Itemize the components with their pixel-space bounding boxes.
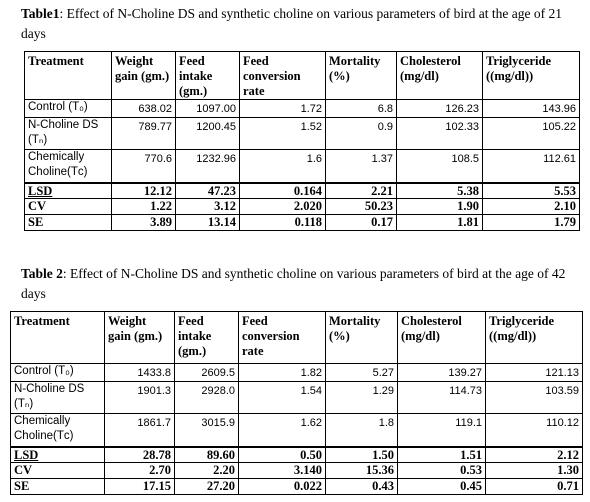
cell: 1.72 [240,100,326,118]
stat-label: SE [11,479,105,495]
row-label: Control (T₀) [25,100,112,118]
cell: 2.020 [240,199,326,215]
cell: 1.50 [326,447,398,463]
cell: 1901.3 [105,382,175,414]
cell: 1.29 [326,382,398,414]
cell: 1.30 [486,463,583,479]
cell: 638.02 [112,100,176,118]
cell: 27.20 [175,479,239,495]
cell: 770.6 [112,150,176,183]
cell: 2.12 [486,447,583,463]
table2-header-triglyceride: Triglyceride ((mg/dl)) [486,312,583,364]
cell: 0.9 [326,118,397,150]
table1 [24,51,580,231]
cell: 3015.9 [175,414,239,447]
cell: 143.96 [483,100,580,118]
cell: 1.8 [326,414,398,447]
stat-label: LSD [11,447,105,463]
cell: 1.37 [326,150,397,183]
cell: 17.15 [105,479,175,495]
cell: 1.79 [483,215,580,231]
table1-header-triglyceride: Triglyceride ((mg/dl)) [483,52,580,100]
table2-header-row [11,312,583,364]
cell: 2.70 [105,463,175,479]
cell: 0.022 [239,479,326,495]
cell: 13.14 [176,215,240,231]
cell: 102.33 [397,118,483,150]
table2-caption-text: : Effect of N-Choline DS and synthetic choline on various parameters of bird at the age of 42 days [21,266,566,301]
table2-caption [21,264,581,304]
cell: 2.20 [175,463,239,479]
cell: 1.82 [239,364,326,382]
table2-header-cholesterol: Cholesterol (mg/dl) [398,312,486,364]
table-row [25,118,580,150]
cell: 2.10 [483,199,580,215]
row-label: Chemically Choline(Tᴄ) [11,414,105,447]
cell: 5.27 [326,364,398,382]
table-row [25,150,580,183]
cell: 0.50 [239,447,326,463]
table2-header-weight-gain: Weight gain (gm.) [105,312,175,364]
table-row [11,463,583,479]
table-row [25,183,580,199]
cell: 28.78 [105,447,175,463]
cell: 1.62 [239,414,326,447]
cell: 3.140 [239,463,326,479]
cell: 121.13 [486,364,583,382]
table1-header-mortality: Mortality (%) [326,52,397,100]
cell: 114.73 [398,382,486,414]
table1-caption-label: Table1 [21,6,60,21]
cell: 1.6 [240,150,326,183]
table2-header-feed-intake: Feed intake (gm.) [175,312,239,364]
cell: 89.60 [175,447,239,463]
table1-header-feed-intake: Feed intake (gm.) [176,52,240,100]
cell: 3.89 [112,215,176,231]
stat-label: CV [11,463,105,479]
table1-caption-text: : Effect of N-Choline DS and synthetic choline on various parameters of bird at the age of 21 days [21,6,563,41]
table1-header-fcr: Feed conversion rate [240,52,326,100]
table-row [25,100,580,118]
cell: 0.45 [398,479,486,495]
table1-header-row [25,52,580,100]
cell: 789.77 [112,118,176,150]
cell: 1.54 [239,382,326,414]
cell: 0.53 [398,463,486,479]
cell: 1097.00 [176,100,240,118]
stat-label: LSD [25,183,112,199]
cell: 6.8 [326,100,397,118]
table-row [11,414,583,447]
cell: 2.21 [326,183,397,199]
table-row [11,479,583,495]
cell: 119.1 [398,414,486,447]
table2-caption-label: Table 2 [21,266,63,281]
cell: 1433.8 [105,364,175,382]
cell: 15.36 [326,463,398,479]
cell: 0.43 [326,479,398,495]
table2-header-treatment: Treatment [11,312,105,364]
cell: 1.52 [240,118,326,150]
cell: 0.118 [240,215,326,231]
cell: 1232.96 [176,150,240,183]
cell: 1.81 [397,215,483,231]
cell: 0.71 [486,479,583,495]
table2-header-mortality: Mortality (%) [326,312,398,364]
stat-label: SE [25,215,112,231]
cell: 0.164 [240,183,326,199]
cell: 1.51 [398,447,486,463]
cell: 5.38 [397,183,483,199]
table-row [11,382,583,414]
table-row [25,215,580,231]
cell: 5.53 [483,183,580,199]
table-row [11,364,583,382]
table1-caption [21,4,581,44]
cell: 112.61 [483,150,580,183]
row-label: N-Choline DS (Tₙ) [25,118,112,150]
cell: 12.12 [112,183,176,199]
row-label: Control (T₀) [11,364,105,382]
cell: 110.12 [486,414,583,447]
cell: 2609.5 [175,364,239,382]
table1-header-treatment: Treatment [25,52,112,100]
table2 [10,311,583,495]
cell: 103.59 [486,382,583,414]
cell: 47.23 [176,183,240,199]
stat-label: CV [25,199,112,215]
table2-header-fcr: Feed conversion rate [239,312,326,364]
cell: 139.27 [398,364,486,382]
cell: 3.12 [176,199,240,215]
table1-header-cholesterol: Cholesterol (mg/dl) [397,52,483,100]
cell: 1.90 [397,199,483,215]
cell: 1.22 [112,199,176,215]
cell: 105.22 [483,118,580,150]
table-row [25,199,580,215]
cell: 2928.0 [175,382,239,414]
cell: 1861.7 [105,414,175,447]
row-label: Chemically Choline(Tᴄ) [25,150,112,183]
cell: 108.5 [397,150,483,183]
cell: 126.23 [397,100,483,118]
row-label: N-Choline DS (Tₙ) [11,382,105,414]
cell: 1200.45 [176,118,240,150]
table-row [11,447,583,463]
cell: 50.23 [326,199,397,215]
table1-header-weight-gain: Weight gain (gm.) [112,52,176,100]
cell: 0.17 [326,215,397,231]
